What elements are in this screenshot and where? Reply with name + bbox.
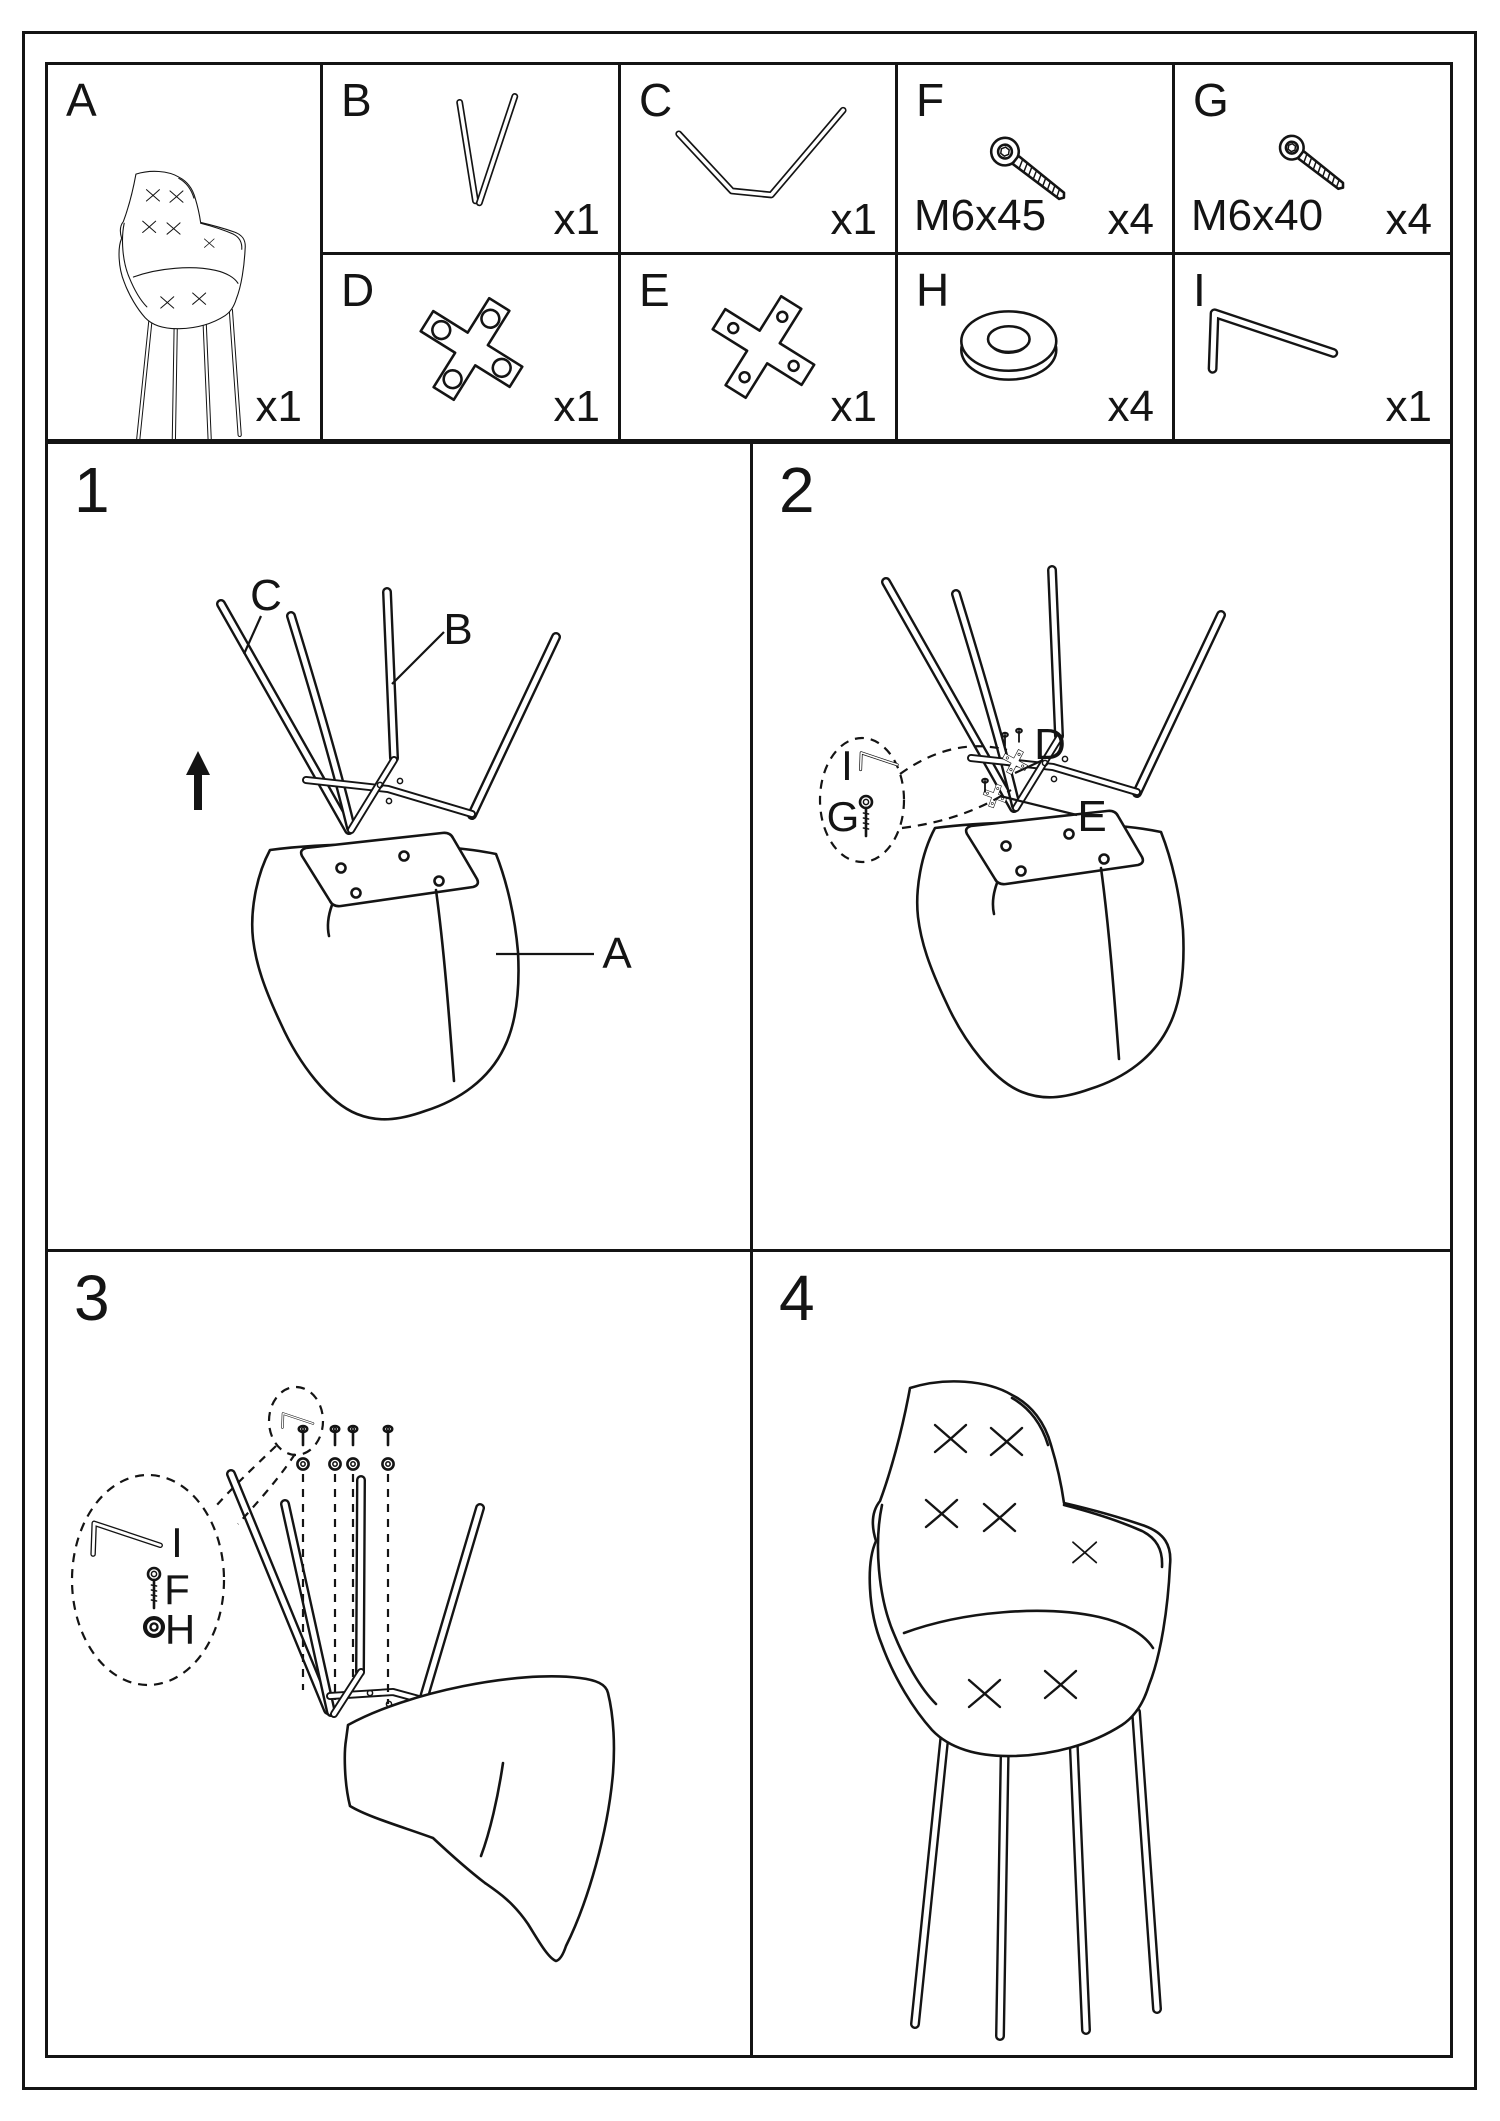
screw-icon [384,1426,392,1445]
hex-key-icon [861,753,898,770]
step-3-panel [48,1252,753,2055]
callout-label-i: I [171,1519,183,1566]
screw-icon [299,1426,307,1445]
part-id-label: H [916,264,950,316]
magnifier-circle [269,1387,323,1455]
part-qty-label: x1 [255,382,302,431]
parts-cell-g [1172,65,1450,255]
callout-label-i: I [841,742,853,789]
callout-label-b: B [443,605,473,654]
callout-label-a: A [602,929,632,978]
washer-icon [297,1458,308,1469]
part-id-label: D [341,264,375,316]
washer-icon [347,1458,358,1469]
step-number: 3 [74,1262,110,1334]
steps-grid [45,441,1453,2058]
parts-cell-c [618,65,895,255]
part-id-label: G [1193,74,1229,126]
callout-label-h: H [164,1606,196,1653]
part-qty-label: x1 [830,382,877,431]
step-2-panel [753,444,1450,1252]
part-id-label: A [66,74,97,126]
callout-label-e: E [1077,792,1107,841]
screw-icon [1016,729,1022,742]
screw-icon [331,1426,339,1445]
finished-chair-drawing [870,1381,1171,2036]
part-qty-label: x1 [553,195,600,244]
washer-icon [329,1458,340,1469]
screw-icon [148,1568,160,1608]
step-number: 4 [779,1262,815,1334]
part-qty-label: x1 [1385,382,1432,431]
callout-label-c: C [250,571,282,620]
step2-diagram [753,444,1450,1249]
part-size-label: M6x40 [1191,191,1324,240]
parts-table [45,62,1453,442]
step-number: 2 [779,454,815,526]
part-qty-label: x4 [1385,195,1432,244]
washer-icon [382,1458,393,1469]
part-qty-label: x4 [1107,195,1154,244]
step-1-panel [48,444,753,1252]
part-qty-label: x1 [830,195,877,244]
step3-diagram [48,1252,750,2055]
part-id-label: I [1193,264,1206,316]
magnifier-link [216,1446,276,1506]
step-number: 1 [74,454,110,526]
hex-key-icon [93,1523,160,1554]
step-4-panel [753,1252,1450,2055]
parts-cell-f [895,65,1172,255]
washer-icon [145,1618,163,1636]
parts-cell-i [1172,255,1450,439]
callout-leader [244,616,261,654]
parts-cell-e [618,255,895,439]
leg-frame-and-seat [221,592,556,1119]
part-id-label: F [916,74,945,126]
magnifier-circle [72,1475,224,1685]
screw-icon [349,1426,357,1445]
screw-icon [860,796,872,836]
seat-shell [345,1676,614,1961]
callout-label-f: F [164,1566,190,1613]
parts-cell-d [320,255,618,439]
callout-leader [392,632,444,684]
hex-key-icon [283,1414,314,1428]
part-id-label: C [639,74,673,126]
parts-cell-h [895,255,1172,439]
leg-frame-and-seat [886,570,1221,1097]
part-id-label: B [341,74,372,126]
callout-label-d: D [1034,720,1066,769]
step4-diagram [753,1252,1450,2055]
arrow-up-icon [186,751,210,810]
screw-icon [982,779,988,792]
parts-cell-b [320,65,618,255]
part-qty-label: x4 [1107,382,1154,431]
part-id-label: E [639,264,670,316]
part-size-label: M6x45 [914,191,1047,240]
step1-diagram [48,444,750,1249]
callout-label-g: G [826,793,860,840]
part-qty-label: x1 [553,382,600,431]
parts-cell-a [48,65,320,439]
